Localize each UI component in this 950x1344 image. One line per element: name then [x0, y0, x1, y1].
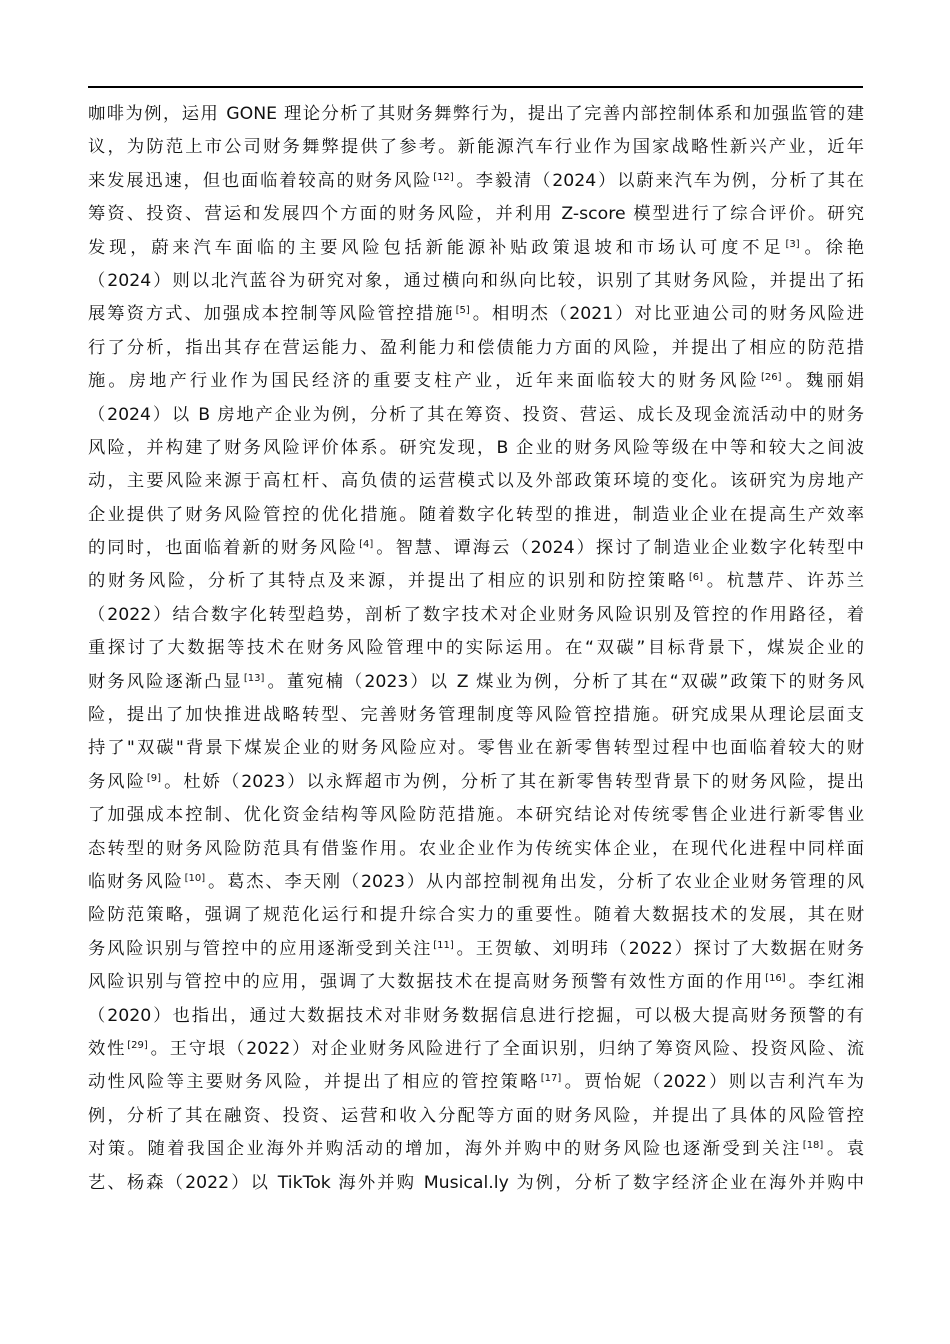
text-line [88, 833, 864, 866]
text-line [88, 799, 864, 832]
citation-marker: [18] [802, 1140, 824, 1152]
text-run: 务风险 [88, 771, 146, 792]
text-run: 。李毅清（2024）以蔚来汽车为例，分析了其在 [454, 170, 864, 191]
citation-marker: [5] [455, 305, 470, 317]
text-line [88, 766, 864, 799]
text-run: 。王守垠（2022）对企业财务风险进行了全面识别，归纳了筹资风险、投资风险、流 [148, 1038, 864, 1059]
text-run: 对策。随着我国企业海外并购活动的增加，海外并购中的财务风险也逐渐受到关注 [88, 1139, 802, 1160]
text-run: 。葛杰、李天刚（2023）从内部控制视角出发，分析了农业企业财务管理的风 [206, 871, 864, 892]
text-line [88, 365, 864, 398]
text-run: 施。房地产行业作为国民经济的重要支柱产业，近年来面临较大的财务风险 [88, 371, 760, 392]
text-run: 议，为防范上市公司财务舞弊提供了参考。新能源汽车行业作为国家战略性新兴产业，近年 [88, 137, 864, 158]
text-run: 财务风险逐渐凸显 [88, 671, 243, 692]
text-run: 。杜娇（2023）以永辉超市为例，分析了其在新零售转型背景下的财务风险，提出 [162, 771, 864, 792]
text-run: 。李红湘 [786, 972, 864, 993]
citation-marker: [6] [688, 572, 704, 584]
body-paragraph [88, 98, 864, 1200]
text-run: 重探讨了大数据等技术在财务风险管理中的实际运用。在“双碳”目标背景下，煤炭企业的 [88, 638, 864, 659]
text-run: 风险识别与管控中的应用，强调了大数据技术在提高财务预警有效性方面的作用 [88, 972, 765, 993]
text-run: 险，提出了加快推进战略转型、完善财务管理制度等风险管控措施。研究成果从理论层面支 [88, 705, 864, 726]
text-line [88, 198, 864, 231]
text-line [88, 298, 864, 331]
text-line [88, 332, 864, 365]
text-run: （2024）则以北汽蓝谷为研究对象，通过横向和纵向比较，识别了其财务风险，并提出了拓 [88, 270, 864, 291]
citation-marker: [17] [540, 1073, 562, 1085]
text-run: 咖啡为例，运用 GONE 理论分析了其财务舞弊行为，提出了完善内部控制体系和加强监管的建 [88, 104, 864, 124]
text-line [88, 632, 864, 665]
text-line [88, 499, 864, 532]
text-run: 的同时，也面临着新的财务风险 [88, 538, 359, 559]
text-line [88, 699, 864, 732]
header-rule [88, 86, 863, 88]
text-run: （2020）也指出，通过大数据技术对非财务数据信息进行挖掘，可以极大提高财务预警的有 [88, 1005, 864, 1026]
citation-marker: [29] [127, 1039, 148, 1051]
text-line [88, 432, 864, 465]
text-line [88, 165, 864, 198]
citation-marker: [3] [785, 238, 800, 250]
citation-marker: [12] [433, 171, 454, 183]
text-run: 。徐艳 [800, 237, 864, 258]
text-line [88, 732, 864, 765]
text-run: 发现，蔚来汽车面临的主要风险包括新能源补贴政策退坡和市场认可度不足 [88, 237, 785, 258]
text-line [88, 966, 864, 999]
text-run: 行了分析，指出其存在营运能力、盈利能力和偿债能力方面的风险，并提出了相应的防范措 [88, 337, 864, 358]
text-run: 持了"双碳"背景下煤炭企业的财务风险应对。零售业在新零售转型过程中也面临着较大的财 [88, 738, 864, 759]
text-run: 的财务风险，分析了其特点及来源，并提出了相应的识别和防控策略 [88, 571, 688, 592]
text-line [88, 599, 864, 632]
text-line [88, 1000, 864, 1033]
text-line [88, 666, 864, 699]
text-run: 。魏丽娟 [782, 371, 864, 392]
text-run: 务风险识别与管控中的应用逐渐受到关注 [88, 938, 433, 959]
text-line [88, 933, 864, 966]
text-line [88, 232, 864, 265]
text-run: 展筹资方式、加强成本控制等风险管控措施 [88, 304, 455, 325]
text-run: （2024）以 B 房地产企业为例，分析了其在筹资、投资、营运、成长及现金流活动中的财务 [88, 404, 864, 425]
text-line [88, 866, 864, 899]
text-run: 。相明杰（2021）对比亚迪公司的财务风险进 [470, 304, 864, 325]
text-run: 动，主要风险来源于高杠杆、高负债的运营模式以及外部政策环境的变化。该研究为房地产 [88, 471, 864, 492]
text-line [88, 399, 864, 432]
text-run: 。袁 [824, 1139, 864, 1160]
text-run: 。智慧、谭海云（2024）探讨了制造业企业数字化转型中 [374, 538, 864, 559]
citation-marker: [13] [243, 672, 265, 684]
text-run: 。董宛楠（2023）以 Z 煤业为例，分析了其在“双碳”政策下的财务风 [265, 671, 864, 692]
text-run: 态转型的财务风险防范具有借鉴作用。农业企业作为传统实体企业，在现代化进程中同样面 [88, 838, 864, 859]
text-run: 来发展迅速，但也面临着较高的财务风险 [88, 170, 433, 191]
text-line [88, 1167, 864, 1200]
text-run: 。杭慧芹、许苏兰 [704, 571, 864, 592]
text-run: 风险，并构建了财务风险评价体系。研究发现，B 企业的财务风险等级在中等和较大之间波 [88, 437, 864, 458]
text-run: 艺、杨森（2022）以 TikTok 海外并购 Musical.ly 为例，分析了数字经济企业在海外并购中 [88, 1172, 864, 1193]
text-run: 例，分析了其在融资、投资、运营和收入分配等方面的财务风险，并提出了具体的风险管控 [88, 1105, 864, 1126]
text-line [88, 1133, 864, 1166]
text-run: 险防范策略，强调了规范化运行和提升综合实力的重要性。随着大数据技术的发展，其在财 [88, 905, 864, 926]
citation-marker: [16] [765, 973, 786, 985]
text-line [88, 1033, 864, 1066]
text-run: （2022）结合数字化转型趋势，剖析了数字技术对企业财务风险识别及管控的作用路径，着 [88, 604, 864, 625]
citation-marker: [10] [184, 872, 206, 884]
text-line [88, 131, 864, 164]
text-run: 动性风险等主要财务风险，并提出了相应的管控策略 [88, 1072, 540, 1093]
citation-marker: [11] [433, 939, 454, 951]
text-line [88, 1100, 864, 1133]
text-run: 效性 [88, 1038, 127, 1059]
text-run: 。贾怡妮（2022）则以吉利汽车为 [562, 1072, 864, 1093]
text-run: 。王贺敏、刘明玮（2022）探讨了大数据在财务 [454, 938, 864, 959]
text-line [88, 532, 864, 565]
citation-marker: [26] [761, 372, 782, 384]
text-line [88, 265, 864, 298]
text-run: 企业提供了财务风险管控的优化措施。随着数字化转型的推进，制造业企业在提高生产效率 [88, 504, 864, 525]
text-line [88, 98, 864, 131]
text-run: 筹资、投资、营运和发展四个方面的财务风险，并利用 Z-score 模型进行了综合评价。研究 [88, 204, 864, 225]
text-run: 了加强成本控制、优化资金结构等风险防范措施。本研究结论对传统零售企业进行新零售业 [88, 805, 864, 826]
text-line [88, 1066, 864, 1099]
citation-marker: [4] [359, 539, 374, 551]
citation-marker: [9] [146, 772, 162, 784]
text-line [88, 465, 864, 498]
text-run: 临财务风险 [88, 871, 184, 892]
text-line [88, 899, 864, 932]
text-line [88, 565, 864, 598]
